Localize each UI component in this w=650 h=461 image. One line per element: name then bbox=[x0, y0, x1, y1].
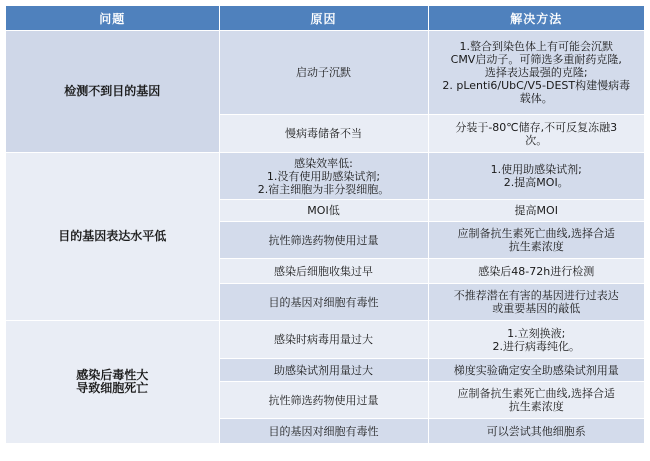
problem-line: 感染后毒性大 bbox=[76, 368, 149, 382]
solution-cell bbox=[428, 382, 644, 419]
solution-cell bbox=[428, 419, 644, 444]
cause-text: 助感染试剂用量过大 bbox=[274, 363, 373, 377]
solution-line: 载体。 bbox=[519, 92, 553, 105]
solution-line: 抗生素浓度 bbox=[508, 400, 564, 413]
solution-cell bbox=[428, 222, 644, 259]
solution-cell bbox=[428, 115, 644, 153]
solution-line: 2.提高MOI。 bbox=[503, 176, 569, 189]
table-body bbox=[6, 31, 644, 444]
solution-line: 选择表达最强的克隆; bbox=[484, 66, 588, 79]
table-row bbox=[6, 31, 644, 115]
solution-line: 2. pLenti6/UbC/V5-DEST构建慢病毒 bbox=[442, 79, 631, 92]
cause-text: MOI低 bbox=[307, 204, 340, 217]
cause-text: 抗性筛选药物使用过量 bbox=[268, 393, 379, 407]
problem-cell bbox=[6, 153, 219, 321]
solution-line: 不推荐潜在有害的基因进行过表达 bbox=[453, 289, 619, 302]
solution-cell bbox=[428, 259, 644, 284]
cause-text: 抗性筛选药物使用过量 bbox=[268, 233, 379, 247]
header-problem: 问题 bbox=[6, 6, 219, 31]
problem-text: 检测不到目的基因 bbox=[64, 84, 161, 98]
table-header-row bbox=[6, 6, 644, 31]
header-solution: 解决方法 bbox=[428, 6, 644, 31]
troubleshooting-table bbox=[6, 6, 644, 444]
solution-cell bbox=[428, 200, 644, 222]
cause-text: 启动子沉默 bbox=[296, 66, 351, 79]
solution-cell bbox=[428, 359, 644, 382]
solution-cell bbox=[428, 153, 644, 200]
table-row bbox=[6, 153, 644, 200]
problem-cell bbox=[6, 321, 219, 444]
solution-line: CMV启动子。可筛选多重耐药克隆, bbox=[450, 53, 622, 66]
solution-line: 2.进行病毒纯化。 bbox=[492, 339, 580, 353]
solution-line: 次。 bbox=[525, 133, 548, 147]
solution-cell bbox=[428, 31, 644, 115]
cause-cell bbox=[219, 153, 428, 200]
solution-line: 应制备抗生素死亡曲线,选择合适 bbox=[457, 387, 615, 400]
cause-text: 目的基因对细胞有毒性 bbox=[268, 295, 379, 309]
cause-cell bbox=[219, 359, 428, 382]
problem-cell bbox=[6, 31, 219, 153]
table-row bbox=[6, 321, 644, 359]
cause-text: 慢病毒储备不当 bbox=[285, 127, 362, 140]
cause-line: 1.没有使用助感染试剂; bbox=[266, 169, 381, 183]
solution-line: 可以尝试其他细胞系 bbox=[486, 424, 586, 438]
cause-cell bbox=[219, 419, 428, 444]
header-cause: 原因 bbox=[219, 6, 428, 31]
cause-line: 感染效率低: bbox=[294, 156, 353, 170]
solution-line: 应制备抗生素死亡曲线,选择合适 bbox=[457, 227, 615, 240]
solution-line: 1.整合到染色体上有可能会沉默 bbox=[459, 40, 613, 53]
solution-line: 1.使用助感染试剂; bbox=[490, 163, 582, 176]
cause-cell bbox=[219, 115, 428, 153]
problem-line: 导致细胞死亡 bbox=[76, 381, 149, 395]
solution-line: 或重要基因的敲低 bbox=[492, 302, 581, 315]
cause-cell bbox=[219, 222, 428, 259]
solution-line: 1.立刻换液; bbox=[507, 326, 566, 340]
cause-text: 感染后细胞收集过早 bbox=[274, 264, 373, 278]
solution-cell bbox=[428, 321, 644, 359]
solution-line: 抗生素浓度 bbox=[508, 240, 564, 253]
solution-line: 梯度实验确定安全助感染试剂用量 bbox=[453, 363, 619, 377]
problem-text: 目的基因表达水平低 bbox=[58, 229, 167, 243]
cause-text: 目的基因对细胞有毒性 bbox=[268, 424, 379, 438]
solution-line: 分装于-80℃储存,不可反复冻融3 bbox=[455, 120, 618, 134]
cause-line: 2.宿主细胞为非分裂细胞。 bbox=[257, 182, 390, 196]
solution-line: 感染后48-72h进行检测 bbox=[478, 264, 595, 278]
cause-cell bbox=[219, 31, 428, 115]
solution-cell bbox=[428, 284, 644, 321]
cause-cell bbox=[219, 200, 428, 222]
cause-cell bbox=[219, 321, 428, 359]
cause-cell bbox=[219, 284, 428, 321]
cause-cell bbox=[219, 382, 428, 419]
solution-line: 提高MOI bbox=[514, 204, 558, 217]
troubleshooting-table-container bbox=[6, 6, 644, 444]
cause-cell bbox=[219, 259, 428, 284]
cause-text: 感染时病毒用量过大 bbox=[274, 333, 373, 346]
